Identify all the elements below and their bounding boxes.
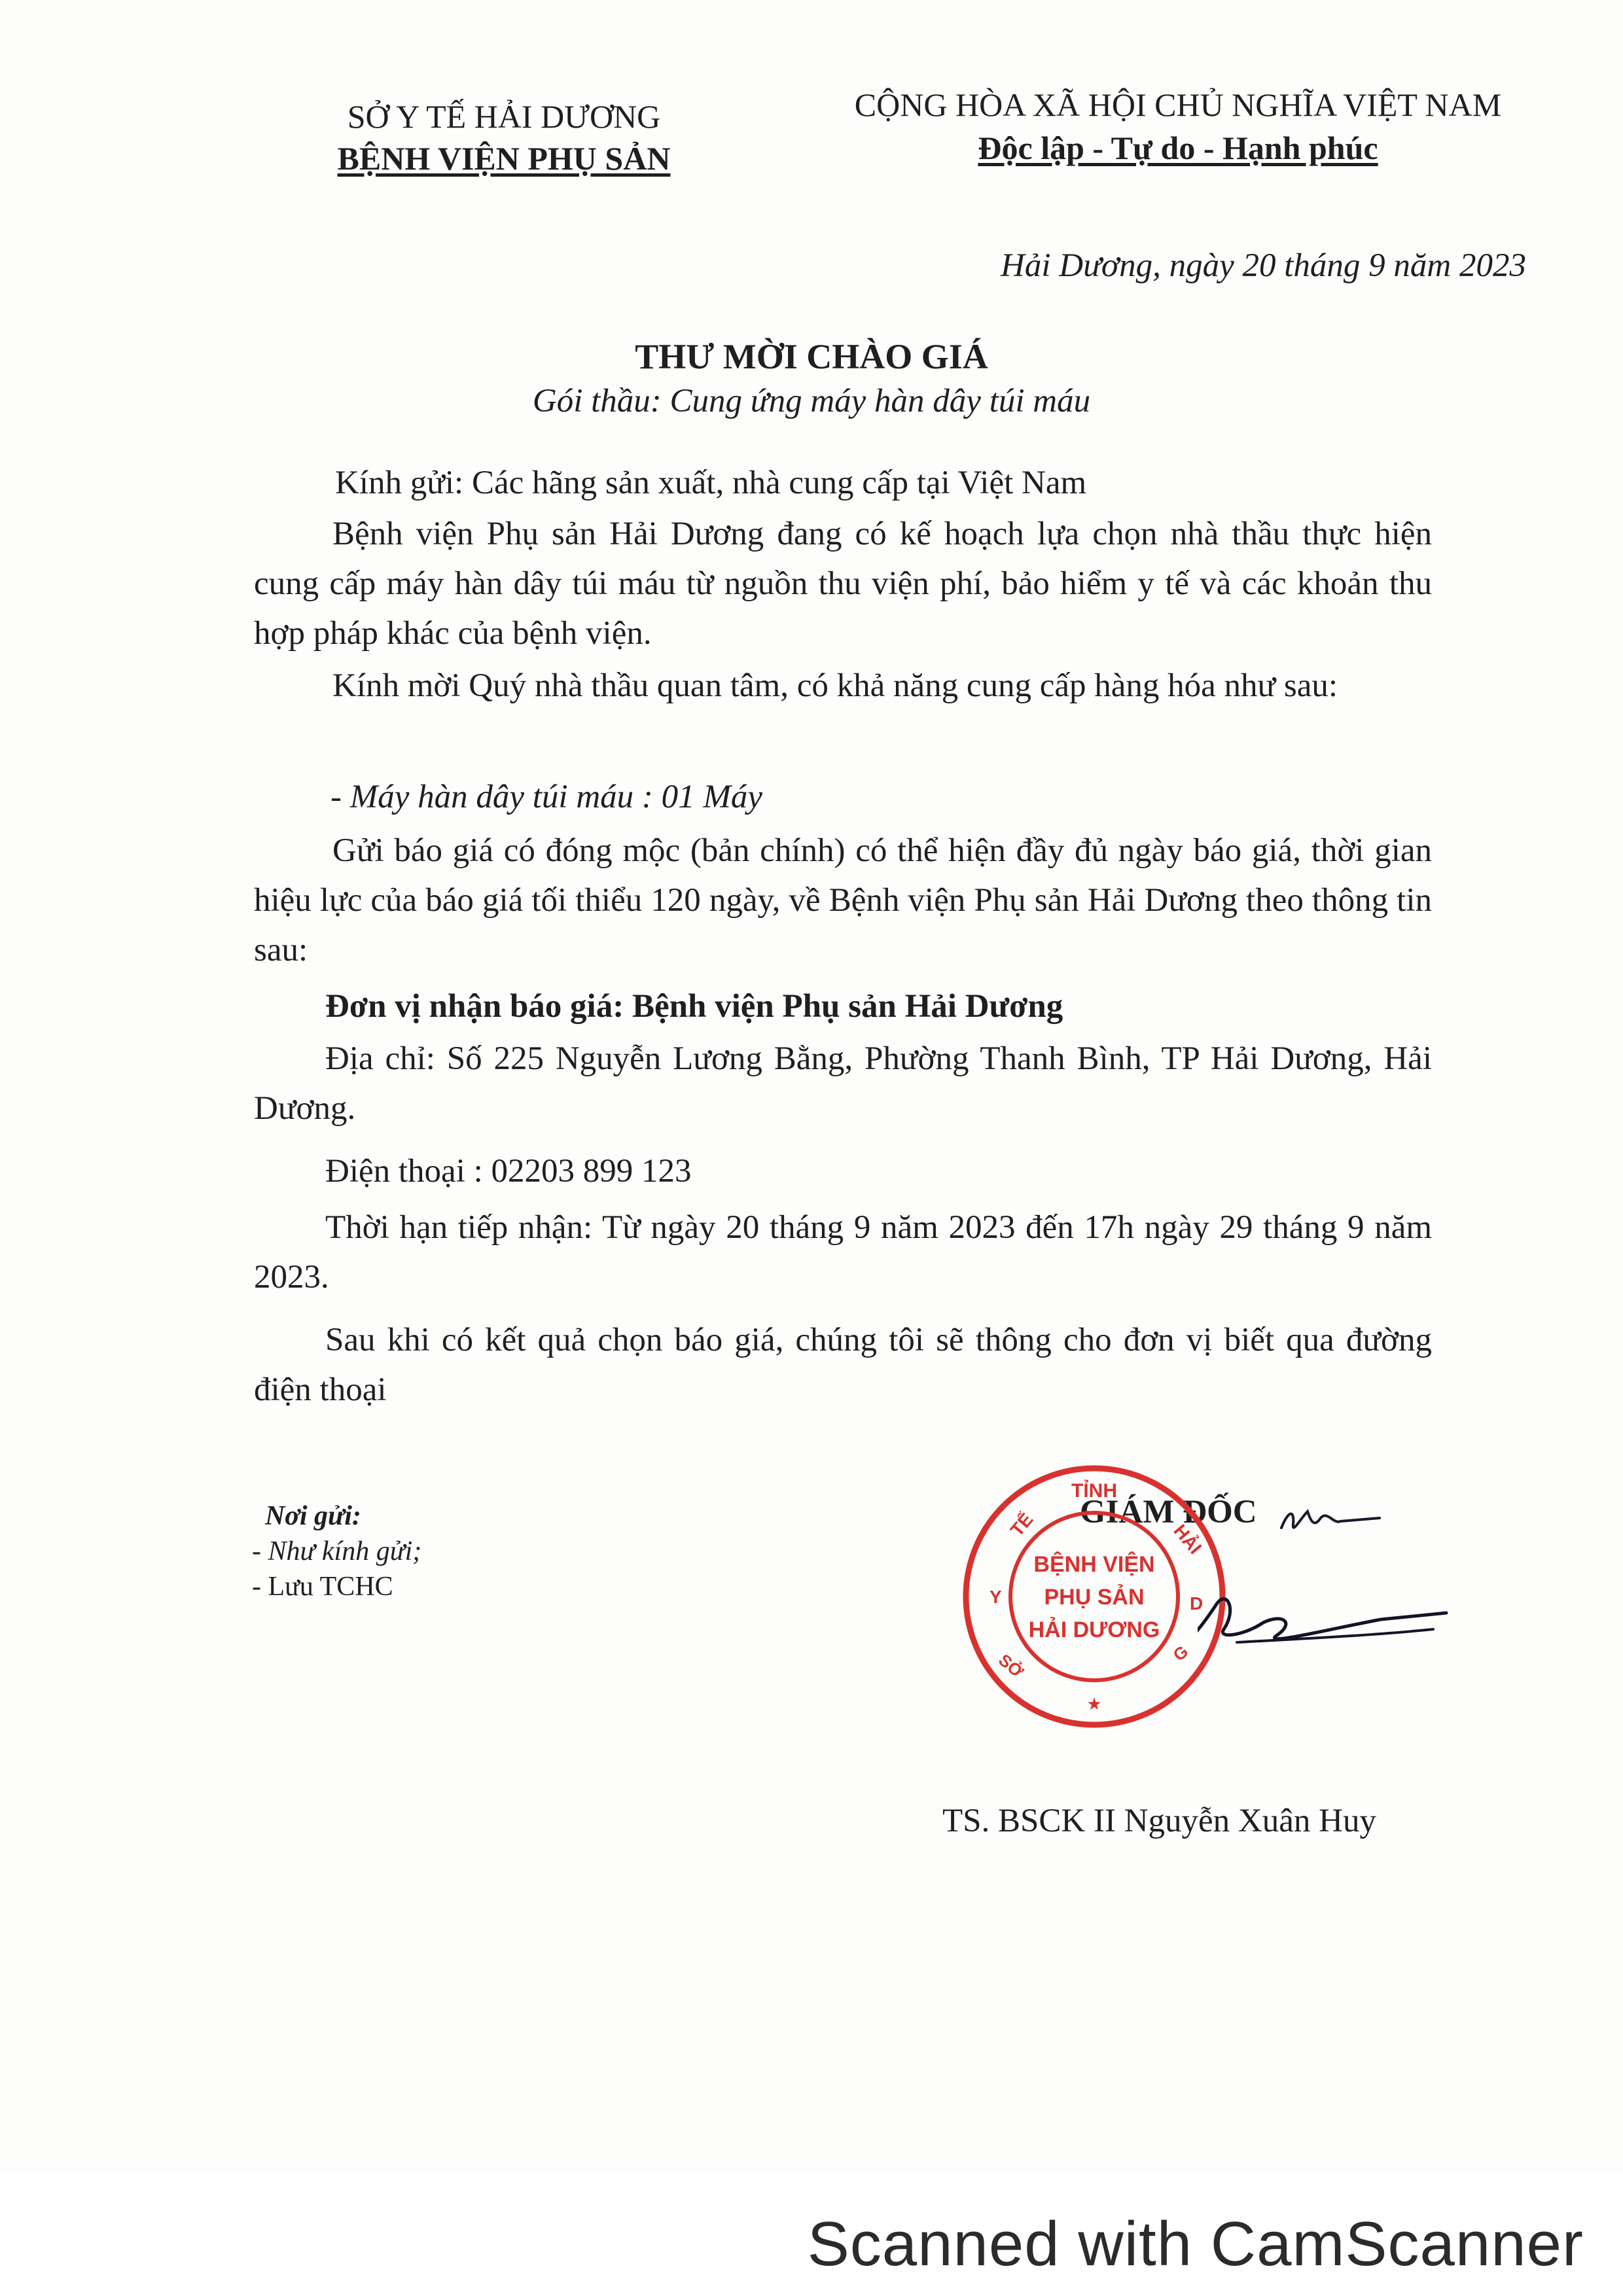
svg-text:Y: Y	[990, 1587, 1002, 1607]
stamp-line-2: PHỤ SẢN	[1044, 1585, 1145, 1610]
closing-paragraph: Sau khi có kết quả chọn báo giá, chúng tôi sẽ thông cho đơn vị biết qua đường điện thoại	[254, 1322, 1432, 1408]
svg-text:SỞ: SỞ	[995, 1650, 1027, 1682]
signer-position: GIÁM ĐỐC	[1080, 1494, 1257, 1530]
national-motto: Độc lập - Tự do - Hạnh phúc	[978, 130, 1378, 166]
address-line: Địa chỉ: Số 225 Nguyễn Lương Bằng, Phường Thanh Bình, TP Hải Dương, Hải Dương.	[254, 1040, 1432, 1127]
item-line: - Máy hàn dây túi máu : 01 Máy	[330, 779, 763, 815]
document-subtitle: Gói thầu: Cung ứng máy hàn dây túi máu	[532, 383, 1091, 419]
phone-line: Điện thoại : 02203 899 123	[325, 1153, 692, 1190]
recipients-line-2: - Lưu TCHC	[252, 1572, 393, 1602]
svg-text:G: G	[1169, 1641, 1192, 1665]
receiver-line: Đơn vị nhận báo giá: Bệnh viện Phụ sản Hải Dương	[325, 988, 1063, 1025]
svg-text:TỈNH: TỈNH	[1071, 1480, 1117, 1502]
document-title: THƯ MỜI CHÀO GIÁ	[635, 337, 988, 376]
svg-text:TẾ: TẾ	[1006, 1509, 1037, 1540]
recipients-label: Nơi gửi:	[265, 1501, 361, 1531]
svg-text:HẢI: HẢI	[1169, 1520, 1206, 1558]
official-stamp	[957, 1459, 1232, 1734]
scanner-watermark: Scanned with CamScanner	[807, 2209, 1584, 2279]
recipients-line-1: - Như kính gửi;	[252, 1536, 422, 1566]
deadline-line: Thời hạn tiếp nhận: Từ ngày 20 tháng 9 năm 2023 đến 17h ngày 29 tháng 9 năm 2023.	[254, 1209, 1432, 1296]
date-line: Hải Dương, ngày 20 tháng 9 năm 2023	[1000, 247, 1526, 284]
paragraph-plan: Bệnh viện Phụ sản Hải Dương đang có kế hoạch lựa chọn nhà thầu thực hiện cung cấp máy hàn dây túi máu từ nguồn thu viện phí, bảo hiểm y tế và các khoản thu hợp pháp khác của bệnh viện.	[254, 516, 1432, 652]
stamp-line-1: BỆNH VIỆN	[1033, 1552, 1155, 1577]
svg-text:D: D	[1190, 1593, 1204, 1614]
initial-mark	[1275, 1498, 1386, 1544]
recipient-line: Kính gửi: Các hãng sản xuất, nhà cung cấp tại Việt Nam	[335, 465, 1087, 501]
issuer-hospital: BỆNH VIỆN PHỤ SẢN	[337, 140, 671, 177]
stamp-line-3: HẢI DƯƠNG	[1028, 1617, 1160, 1642]
paragraph-invitation: Kính mời Quý nhà thầu quan tâm, có khả năng cung cấp hàng hóa như sau:	[332, 667, 1338, 704]
handwritten-signature	[1198, 1583, 1459, 1675]
issuer-department: SỞ Y TẾ HẢI DƯƠNG	[347, 98, 661, 135]
signer-name: TS. BSCK II Nguyễn Xuân Huy	[942, 1803, 1376, 1839]
svg-text:★: ★	[1086, 1694, 1102, 1714]
national-title: CỘNG HÒA XÃ HỘI CHỦ NGHĨA VIỆT NAM	[854, 86, 1502, 123]
paragraph-quote-instructions: Gửi báo giá có đóng mộc (bản chính) có thể hiện đầy đủ ngày báo giá, thời gian hiệu lực của báo giá tối thiểu 120 ngày, về Bệnh viện Phụ sản Hải Dương theo thông tin sau:	[254, 832, 1432, 968]
